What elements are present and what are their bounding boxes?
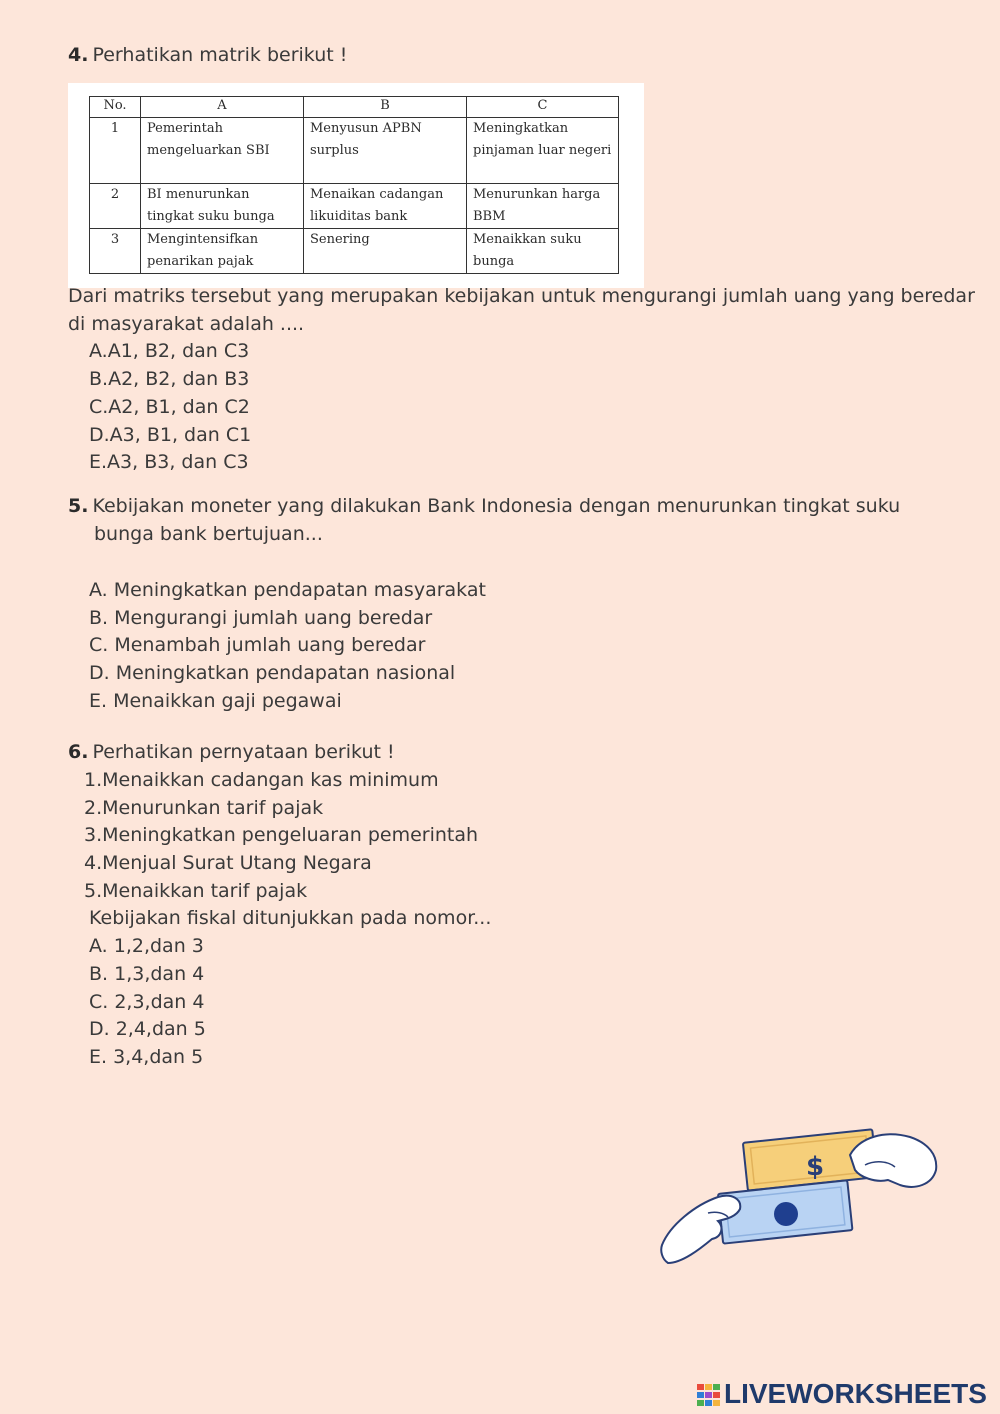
brand-name[interactable]: LIVEWORKSHEETS [724,1378,987,1409]
question-6-statement-3: 3.Meningkatkan pengeluaran pemerintah [84,824,479,846]
matrix-header-a: A [141,97,304,118]
table-cell: Menurunkan harga BBM [467,184,619,229]
question-5-option-d[interactable]: D. Meningkatkan pendapatan nasional [89,662,456,684]
question-4-option-a[interactable]: A.A1, B2, dan C3 [89,340,250,362]
question-5-prompt-line2: bunga bank bertujuan... [94,523,323,545]
question-6-option-c[interactable]: C. 2,3,dan 4 [89,991,205,1013]
question-5-header [68,492,900,520]
question-4-number: 4. [68,44,89,66]
question-6-prompt: Perhatikan pernyataan berikut ! [92,741,395,763]
question-5-option-a[interactable]: A. Meningkatkan pendapatan masyarakat [89,579,486,601]
table-row [90,229,619,274]
question-6-statement-5: 5.Menaikkan tarif pajak [84,880,308,902]
matrix-table [89,96,619,274]
question-6-option-b[interactable]: B. 1,3,dan 4 [89,963,205,985]
question-4-option-e[interactable]: E.A3, B3, dan C3 [89,451,249,473]
question-4-text-line1: Dari matriks tersebut yang merupakan kebijakan untuk mengurangi jumlah uang yang beredar [68,285,975,307]
matrix-header-c: C [467,97,619,118]
table-cell: 2 [90,184,141,229]
table-cell: BI menurunkan tingkat suku bunga [141,184,304,229]
table-cell: 3 [90,229,141,274]
matrix-header-no: No. [90,97,141,118]
question-6-statement-2: 2.Menurunkan tarif pajak [84,797,324,819]
table-cell: Menaikkan suku bunga [467,229,619,274]
question-6-question: Kebijakan fiskal ditunjukkan pada nomor... [89,907,492,929]
question-5-option-e[interactable]: E. Menaikkan gaji pegawai [89,690,342,712]
question-4-text-line2: di masyarakat adalah .... [68,313,305,335]
question-4-option-c[interactable]: C.A2, B1, dan C2 [89,396,250,418]
table-cell: Menyusun APBN surplus [304,118,467,184]
matrix-header-row [90,97,619,118]
question-4-prompt: Perhatikan matrik berikut ! [92,44,348,66]
table-cell: 1 [90,118,141,184]
matrix-image [68,83,644,288]
question-6-header [68,738,395,766]
question-6-number: 6. [68,741,89,763]
question-5-option-c[interactable]: C. Menambah jumlah uang beredar [89,634,426,656]
question-6-statement-4: 4.Menjual Surat Utang Negara [84,852,372,874]
dollar-sign: $ [805,1152,825,1182]
question-5-prompt-line1: Kebijakan moneter yang dilakukan Bank Indonesia dengan menurunkan tingkat suku [92,495,901,517]
table-cell: Meningkatkan pinjaman luar negeri [467,118,619,184]
question-4-option-b[interactable]: B.A2, B2, dan B3 [89,368,250,390]
question-6-option-d[interactable]: D. 2,4,dan 5 [89,1018,206,1040]
table-row [90,184,619,229]
table-row [90,118,619,184]
matrix-header-b: B [304,97,467,118]
question-6-statement-1: 1.Menaikkan cadangan kas minimum [84,769,439,791]
question-5-number: 5. [68,495,89,517]
question-6-option-a[interactable]: A. 1,2,dan 3 [89,935,204,957]
question-6-option-e[interactable]: E. 3,4,dan 5 [89,1046,204,1068]
table-cell: Mengintensifkan penarikan pajak [141,229,304,274]
question-5-option-b[interactable]: B. Mengurangi jumlah uang beredar [89,607,433,629]
question-4-header [68,41,347,69]
liveworksheets-logo-icon [697,1384,721,1410]
table-cell: Senering [304,229,467,274]
table-cell: Menaikan cadangan likuiditas bank [304,184,467,229]
question-4-option-d[interactable]: D.A3, B1, dan C1 [89,424,252,446]
table-cell: Pemerintah mengeluarkan SBI [141,118,304,184]
money-exchange-icon [660,1125,945,1274]
